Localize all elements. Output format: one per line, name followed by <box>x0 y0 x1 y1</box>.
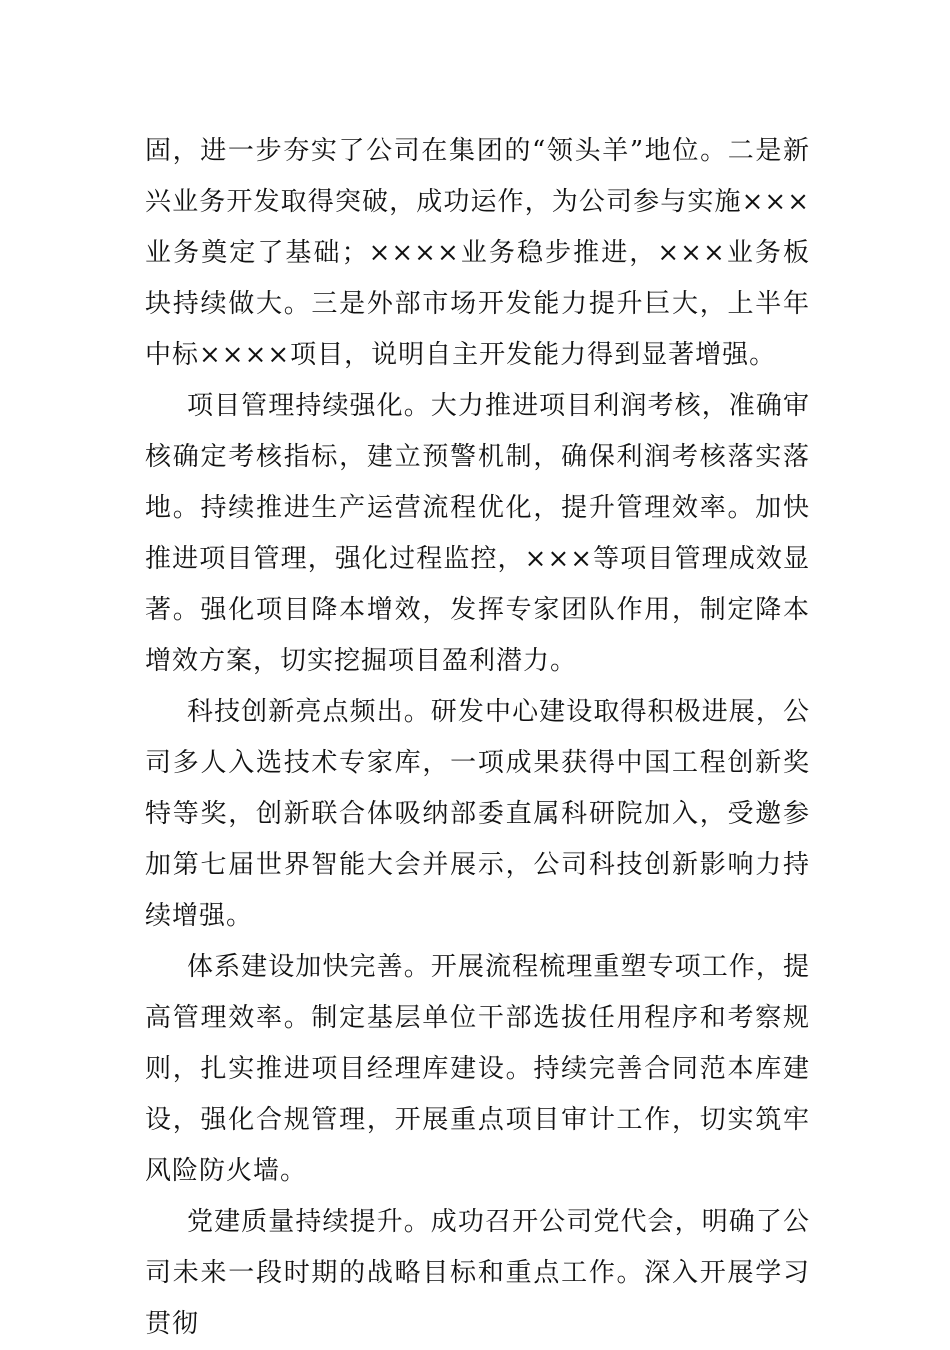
document-body <box>145 126 810 1350</box>
paragraph-project-management: 项目管理持续强化。大力推进项目利润考核，准确审核确定考核指标，建立预警机制，确保利润考核落实落地。持续推进生产运营流程优化，提升管理效率。加快推进项目管理，强化过程监控，×××等项目管理成效显著。强化项目降本增效，发挥专家团队作用，制定降本增效方案，切实挖掘项目盈利潜力。 <box>145 391 810 676</box>
paragraph-system-building: 体系建设加快完善。开展流程梳理重塑专项工作，提高管理效率。制定基层单位干部选拔任用程序和考察规则，扎实推进项目经理库建设。持续完善合同范本库建设，强化合规管理，开展重点项目审计工作，切实筑牢风险防火墙。 <box>145 952 810 1186</box>
paragraph-continued-achievements: 固，进一步夯实了公司在集团的“领头羊”地位。二是新兴业务开发取得突破，成功运作，为公司参与实施×××业务奠定了基础；××××业务稳步推进，×××业务板块持续做大。三是外部市场开发能力提升巨大，上半年中标××××项目，说明自主开发能力得到显著增强。 <box>145 136 810 370</box>
paragraph-tech-innovation: 科技创新亮点频出。研发中心建设取得积极进展，公司多人入选技术专家库，一项成果获得中国工程创新奖特等奖，创新联合体吸纳部委直属科研院加入，受邀参加第七届世界智能大会并展示，公司科技创新影响力持续增强。 <box>145 697 810 931</box>
paragraph-party-building: 党建质量持续提升。成功召开公司党代会，明确了公司未来一段时期的战略目标和重点工作。深入开展学习贯彻 <box>145 1207 810 1339</box>
